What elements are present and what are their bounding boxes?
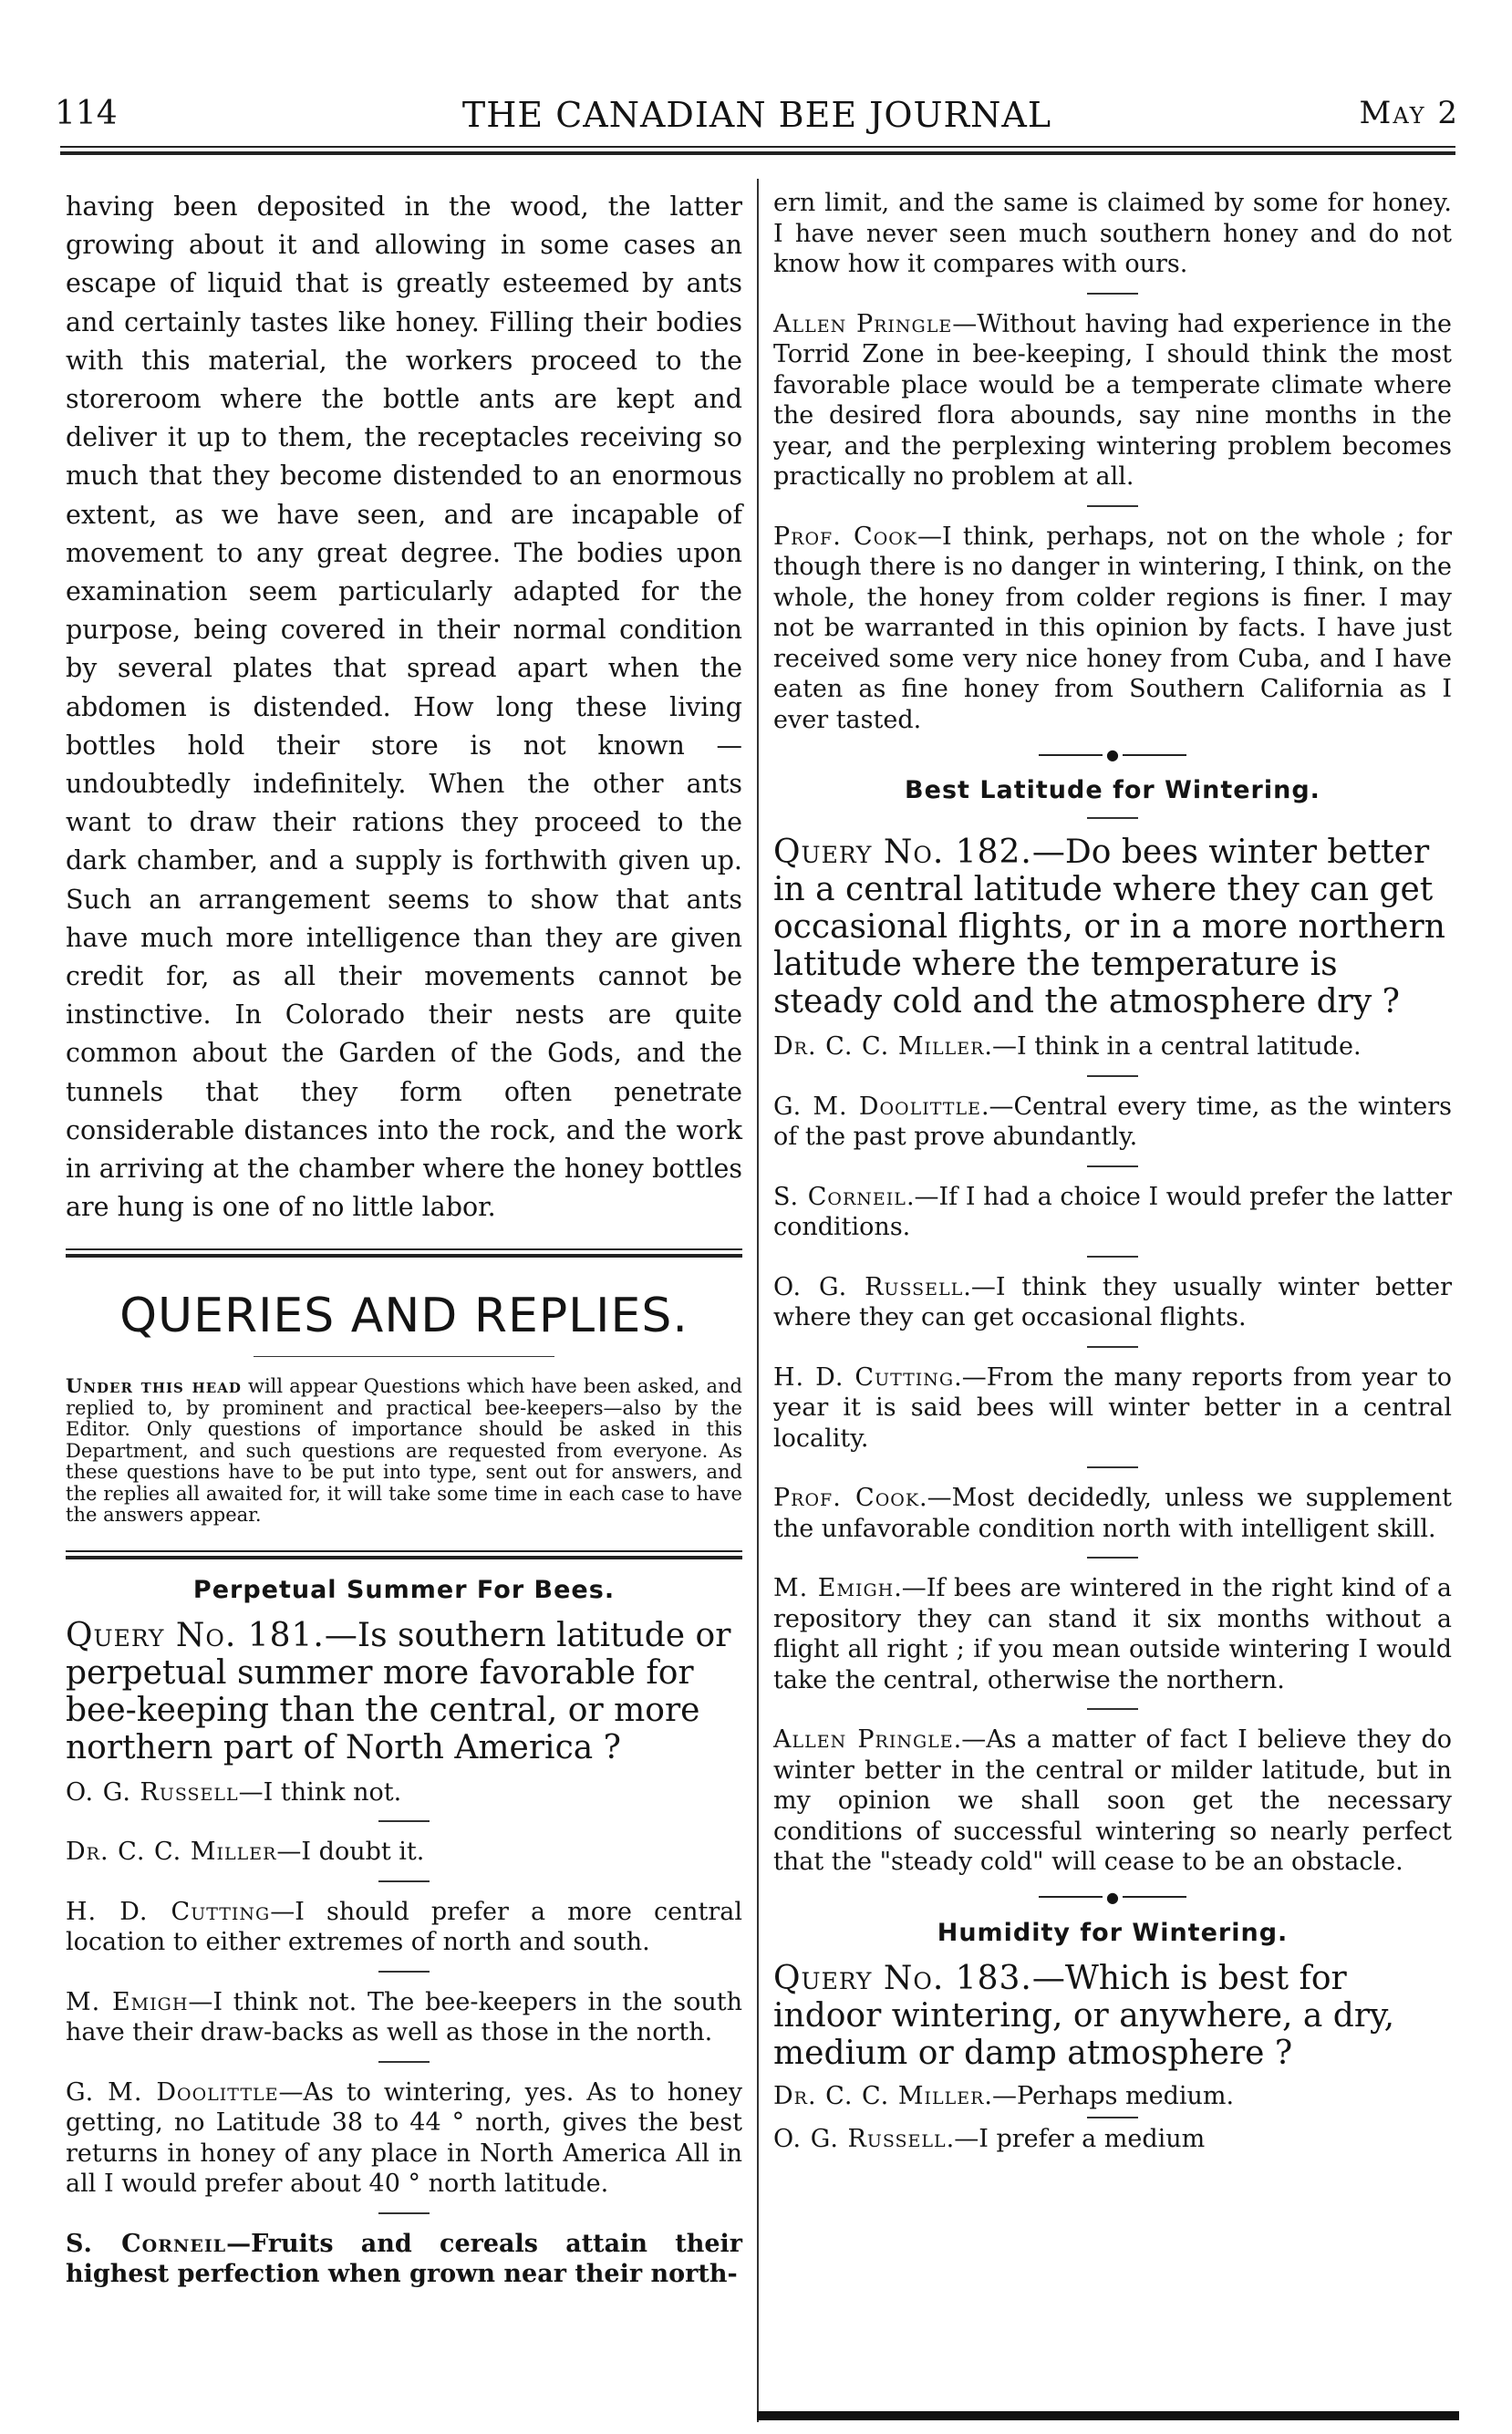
reply-separator — [1087, 1256, 1138, 1258]
reply-text: .—I prefer a medium — [946, 2125, 1206, 2153]
reply-author: Prof. Cook — [773, 1484, 920, 1512]
subhead-best-latitude: Best Latitude for Wintering. — [905, 776, 1320, 804]
reply-separator — [1087, 505, 1138, 507]
reply-text: .—Most decidedly, unless we supplement the unfavorable condition north with intelligent skill. — [773, 1484, 1452, 1543]
query-182-lead: Query No. 182. — [773, 834, 1032, 871]
page-number: 114 — [55, 95, 118, 132]
reply-author: H. D. Cutting — [773, 1362, 955, 1392]
reply-text: .—If bees are wintered in the right kind of a repository they can stand it six months without a flight all right ; if you mean outside wintering I would take the central, otherwise the northern. — [773, 1574, 1452, 1694]
reply-181-russell — [66, 1777, 742, 1808]
reply-author: O. G. Russell — [66, 1777, 239, 1807]
reply-separator — [1087, 1346, 1138, 1348]
right-column — [773, 188, 1452, 2155]
reply-181-cutting — [66, 1897, 742, 1958]
reply-181-pringle — [773, 309, 1452, 492]
ornament-divider — [773, 746, 1452, 763]
page-header — [55, 95, 1459, 135]
reply-separator — [1087, 1708, 1138, 1710]
reply-author: O. G. Russell — [773, 1272, 964, 1301]
reply-181-emigh — [66, 1987, 742, 2048]
reply-separator — [378, 1880, 430, 1882]
subhead-underline — [1087, 817, 1138, 819]
reply-author: G. M. Doolittle — [773, 1092, 981, 1121]
query-181-text: —Is southern latitude or perpetual summer more favorable for bee-keeping than the central, or more northern part of North America ? — [66, 1616, 731, 1766]
query-183-text: —Which is best for indoor wintering, or anywhere, a dry, medium or damp atmosphere ? — [773, 1959, 1395, 2072]
reply-text: .—Perhaps medium. — [984, 2081, 1235, 2110]
reply-author: Dr. C. C. Miller — [773, 1032, 985, 1061]
journal-title: THE CANADIAN BEE JOURNAL — [461, 95, 1052, 135]
reply-text: .—I think they usually winter better where they can get occasional flights. — [773, 1272, 1452, 1331]
reply-text: .—From the many reports from year to year it is said bees will winter better in a central locality. — [773, 1362, 1452, 1453]
reply-182-cutting — [773, 1362, 1452, 1455]
reply-182-cook — [773, 1483, 1452, 1544]
subhead-perpetual-summer: Perpetual Summer For Bees. — [192, 1575, 616, 1604]
section-title: QUERIES AND REPLIES. — [119, 1289, 689, 1344]
intro-lead: Under this head — [66, 1374, 242, 1398]
reply-author: S. Corneil — [66, 2229, 227, 2258]
header-rule-thin — [60, 146, 1455, 148]
ornament-divider — [773, 1889, 1452, 1906]
reply-183-miller — [773, 2081, 1452, 2112]
reply-text: —As to wintering, yes. As to honey getting, no Latitude 38 to 44 ° north, gives the best returns in honey of any place in North America All in all I would prefer about 40 ° north latitude. — [66, 2077, 742, 2199]
reply-separator — [1087, 1165, 1138, 1167]
reply-181-cook — [773, 522, 1452, 736]
reply-author: O. G. Russell — [773, 2125, 947, 2153]
reply-separator — [378, 1820, 430, 1822]
reply-author: G. M. Doolittle — [66, 2077, 279, 2107]
reply-182-corneil — [773, 1182, 1452, 1243]
issue-date: May 2 — [1359, 95, 1459, 131]
reply-text: —Fruits and cereals attain their highest perfection when grown near their north- — [66, 2229, 743, 2289]
reply-text: —Without having had experience in the Torrid Zone in bee-keeping, I should think the most favorable place would be a temperate climate where the desired flora abounds, say nine months in the year, and the perplexing wintering problem becomes practically no problem at all. — [773, 309, 1452, 491]
left-column — [66, 188, 742, 2290]
query-183 — [773, 1960, 1452, 2072]
reply-separator — [378, 2061, 430, 2063]
reply-author: H. D. Cutting — [66, 1897, 271, 1926]
subhead-humidity: Humidity for Wintering. — [937, 1918, 1289, 1947]
reply-182-miller — [773, 1031, 1452, 1062]
reply-183-russell — [773, 2124, 1452, 2155]
reply-text: .—I think in a central latitude. — [984, 1032, 1362, 1061]
reply-181-miller — [66, 1837, 742, 1868]
reply-181-corneil-continued: ern limit, and the same is claimed by some for honey. I have never seen much southern honey and do not know how it compares with ours. — [773, 189, 1452, 278]
reply-text: —I think not. — [238, 1777, 402, 1807]
reply-author: Allen Pringle — [773, 309, 953, 338]
query-182-text: —Do bees winter better in a central latitude where they can get occasional flights, or in a more northern latitude where the temperature is steady cold and the atmosphere dry ? — [773, 834, 1445, 1020]
reply-text: .—If I had a choice I would prefer the latter conditions. — [773, 1182, 1452, 1241]
section-rule — [66, 1248, 742, 1258]
intro-rule — [66, 1550, 742, 1559]
header-rule-thick — [60, 151, 1455, 155]
reply-text: .—As a matter of fact I believe they do winter better in the central or milder latitude, but in my opinion we shall soon get the necessary conditions of successful wintering so nearly perfect that the "steady cold" will cease to be an obstacle. — [773, 1725, 1452, 1876]
title-underline — [254, 1356, 554, 1357]
reply-separator — [1087, 2117, 1138, 2118]
reply-author: M. Emigh — [773, 1574, 895, 1602]
reply-author: S. Corneil — [773, 1182, 906, 1211]
reply-author: Dr. C. C. Miller — [773, 2081, 985, 2110]
reply-182-russell — [773, 1272, 1452, 1333]
reply-author: Prof. Cook — [773, 522, 918, 551]
page-bottom-bar — [757, 2411, 1459, 2420]
reply-text: —I think not. The bee-keepers in the south have their draw-backs as well as those in the north. — [66, 1987, 742, 2047]
reply-author: Dr. C. C. Miller — [66, 1838, 277, 1867]
reply-181-corneil — [66, 2229, 742, 2290]
query-181 — [66, 1617, 742, 1766]
query-183-lead: Query No. 183. — [773, 1959, 1032, 1997]
reply-separator — [1087, 1075, 1138, 1077]
article-continuation: having been deposited in the wood, the latter growing about it and allowing in some cases an escape of liquid that is greatly esteemed by ants and certainly tastes like honey. Filling their bodies with this material, the workers proceed to the storeroom where the bottle ants are kept and deliver it up to them, the receptacles receiving so much that they become distended to an enormous extent, as we have seen, and are incapable of movement to any great degree. The bodies upon examination seem particularly adapted for the purpose, being covered in their normal condition by several plates that spread apart when the abdomen is distended. How long these living bottles hold their store is not known —undoubtedly indefinitely. When the other ants want to draw their rations they proceed to the dark chamber, and a supply is forthwith given up. Such an arrangement seems to show that ants have much more intelligence than they are given credit for, as all their movements cannot be instinctive. In Colorado their nests are quite common about the Garden of the Gods, and the tunnels that they form often penetrate considerable distances into the rock, and the work in arriving at the chamber where the honey bottles are hung is one of no little labor. — [66, 192, 742, 1223]
reply-author: M. Emigh — [66, 1987, 189, 2016]
reply-text: —I think, perhaps, not on the whole ; for though there is no danger in wintering, I think, on the whole, the honey from colder regions is finer. I may not be warranted in this opinion by facts. I have just received some very nice honey from Cuba, and I have eaten as fine honey from Southern California as I ever tasted. — [773, 522, 1453, 734]
reply-182-emigh — [773, 1573, 1452, 1695]
reply-separator — [378, 2212, 430, 2214]
reply-text: .—Central every time, as the winters of the past prove abundantly. — [773, 1092, 1452, 1151]
column-divider — [757, 179, 759, 2422]
query-182 — [773, 834, 1452, 1020]
query-181-lead: Query No. 181. — [66, 1616, 325, 1654]
reply-author: Allen Pringle — [773, 1725, 954, 1754]
reply-separator — [1087, 1557, 1138, 1559]
ornament-icon: ● — [1106, 1888, 1119, 1906]
reply-separator — [1087, 1466, 1138, 1468]
reply-separator — [1087, 293, 1138, 295]
department-intro — [66, 1375, 742, 1527]
reply-separator — [378, 1971, 430, 1973]
reply-text: —I should prefer a more central location to either extremes of north and south. — [66, 1897, 742, 1957]
reply-182-pringle — [773, 1725, 1452, 1878]
reply-181-doolittle — [66, 2077, 742, 2200]
reply-182-doolittle — [773, 1092, 1452, 1153]
intro-text: will appear Questions which have been asked, and replied to, by prominent and practical bee-keepers—also by the Editor. Only questions of importance should be asked in this Department, and such questions are requested from everyone. As these questions have to be put into type, sent out for answers, and the replies all awaited for, it will take some time in each case to have the answers appear. — [66, 1375, 742, 1527]
ornament-icon: ● — [1106, 746, 1119, 763]
reply-text: —I doubt it. — [276, 1838, 425, 1867]
